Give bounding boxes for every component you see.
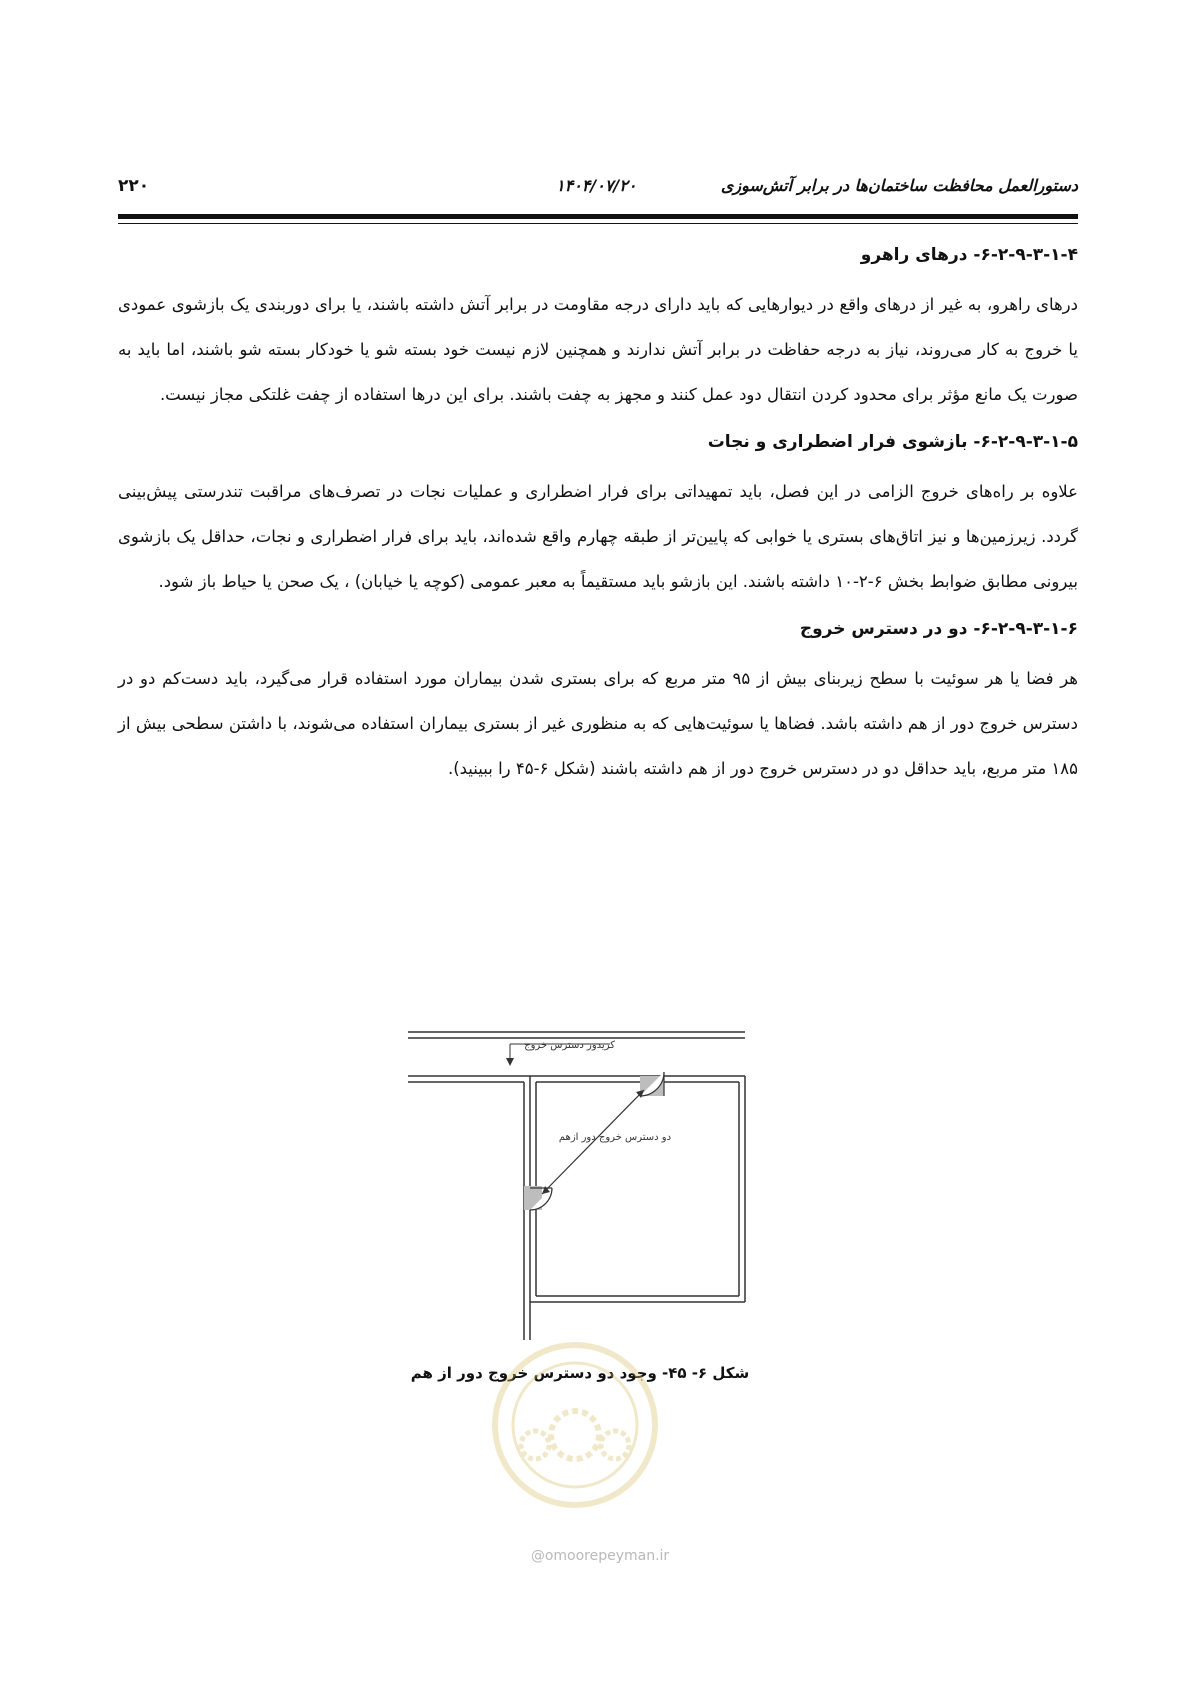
header-rule-thin <box>118 223 1078 224</box>
page-number: ۲۲۰ <box>118 176 150 196</box>
corridor-label: کریدور دسترس خروج <box>524 1040 615 1051</box>
page-header <box>118 176 1078 206</box>
header-rule-thick <box>118 214 1078 219</box>
header-date: ۱۴۰۴/۰۷/۲۰ <box>556 176 637 195</box>
page-content <box>118 242 1078 803</box>
section-heading-corridor-doors: ۶-۲-۹-۳-۱-۴- درهای راهرو <box>860 245 1078 265</box>
section-heading-emergency-opening: ۶-۲-۹-۳-۱-۵- بازشوی فرار اضطراری و نجات <box>707 432 1078 452</box>
document-title: دستورالعمل محافظت ساختمان‌ها در برابر آتش‌سوزی <box>720 176 1078 195</box>
section-body-corridor-doors: درهای راهرو، به غیر از درهای واقع در دیوارهایی که باید دارای درجه مقاومت در برابر آتش داشته باشند، یا برای دوربندی یک بازشوی عمودی یا خروج به کار می‌روند، نیاز به درجه حفاظت در برابر آتش ندارند و همچنین لازم نیست خود بسته شو یا خودکار بسته شو باشند، اما باید به صورت یک مانع مؤثر برای محدود کردن انتقال دود عمل کنند و مجهز به چفت باشند. برای این درها استفاده از چفت غلتکی مجاز نیست. <box>118 295 1078 404</box>
seal-watermark-icon <box>490 1340 660 1510</box>
figure-caption: شکل ۶- ۴۵- وجود دو دسترس خروج دور از هم <box>410 1364 750 1382</box>
exit-access-diagram <box>400 1022 760 1342</box>
section-body-two-exit-access: هر فضا یا هر سوئیت با سطح زیربنای بیش از ۹۵ متر مربع که برای بستری شدن بیماران مورد استفاده قرار می‌گیرد، باید دست‌کم دو در دسترس خروج دور از هم داشته باشد. فضاها یا سوئیت‌هایی که به منظوری غیر از بستری بیماران استفاده می‌شوند، با داشتن سطحی بیش از ۱۸۵ متر مربع، باید حداقل دو در دسترس خروج دور از هم داشته باشند (شکل ۶-۴۵ را ببینید). <box>118 669 1078 778</box>
diagonal-label: دو دسترس خروج دور ازهم <box>558 1132 672 1143</box>
watermark-url: @omoorepeyman.ir <box>530 1548 670 1564</box>
section-heading-two-exit-access: ۶-۲-۹-۳-۱-۶- دو در دسترس خروج <box>799 619 1078 639</box>
section-body-emergency-opening: علاوه بر راه‌های خروج الزامی در این فصل، باید تمهیداتی برای فرار اضطراری و عملیات نجات در تصرف‌های مراقبت تندرستی پیش‌بینی گردد. زیرزمین‌ها و نیز اتاق‌های بستری یا خوابی که پایین‌تر از طبقه چهارم واقع شده‌اند، باید برای فرار اضطراری و نجات، حداقل یک بازشوی بیرونی مطابق ضوابط بخش ۶-۲-۱۰ داشته باشند. این بازشو باید مستقیماً به معبر عمومی (کوچه یا خیابان) ، یک صحن یا حیاط باز شود. <box>118 482 1078 591</box>
